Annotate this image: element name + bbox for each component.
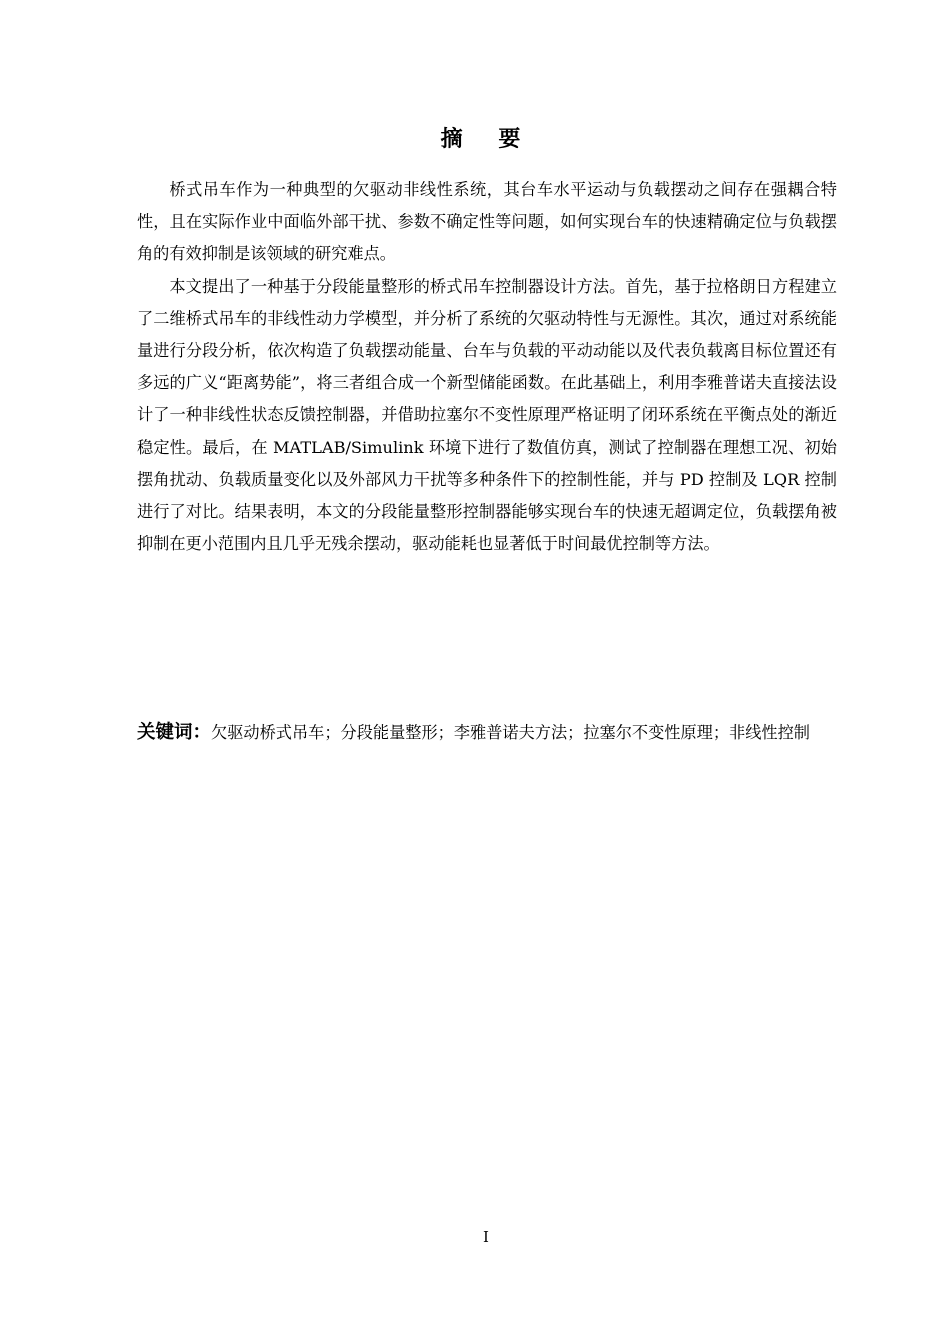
abstract-body — [137, 174, 837, 560]
page-number: I — [483, 1228, 489, 1246]
keywords-text: 欠驱动桥式吊车；分段能量整形；李雅普诺夫方法；拉塞尔不变性原理；非线性控制 — [211, 723, 810, 742]
keywords-section — [137, 708, 849, 758]
abstract-paragraph-2: 本文提出了一种基于分段能量整形的桥式吊车控制器设计方法。首先，基于拉格朗日方程建立了二维桥式吊车的非线性动力学模型，并分析了系统的欠驱动特性与无源性。其次，通过对系统能量进行分段分析，依次构造了负载摆动能量、台车与负载的平动动能以及代表负载离目标位置还有多远的广义“距离势能”，将三者组合成一个新型储能函数。在此基础上，利用李雅普诺夫直接法设计了一种非线性状态反馈控制器，并借助拉塞尔不变性原理严格证明了闭环系统在平衡点处的渐近稳定性。最后，在 MATLAB/Simulink 环境下进行了数值仿真，测试了控制器在理想工况、初始摆角扰动、负载质量变化以及外部风力干扰等多种条件下的控制性能，并与 PD 控制及 LQR 控制进行了对比。结果表明，本文的分段能量整形控制器能够实现台车的快速无超调定位，负载摆角被抑制在更小范围内且几乎无残余摆动，驱动能耗也显著低于时间最优控制等方法。 — [137, 276, 837, 554]
abstract-title: 摘 要 — [440, 127, 535, 152]
abstract-paragraph-1: 桥式吊车作为一种典型的欠驱动非线性系统，其台车水平运动与负载摆动之间存在强耦合特性，且在实际作业中面临外部干扰、参数不确定性等问题，如何实现台车的快速精确定位与负载摆角的有效抑制是该领域的研究难点。 — [137, 180, 837, 264]
keywords-label: 关键词： — [137, 722, 212, 743]
